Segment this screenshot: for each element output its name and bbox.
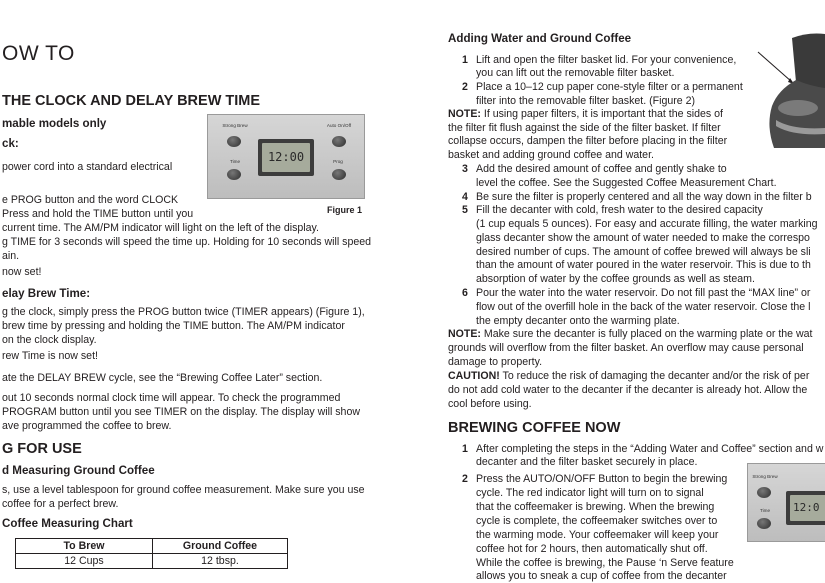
step-a1-line xyxy=(462,54,736,67)
caution-line: cool before using. xyxy=(448,398,532,410)
note-1-line: the filter fit flush against the side of the filter basket. If filter xyxy=(448,122,721,134)
caution-line: do not add cold water to the decanter if the decanter is already hot. Allow the xyxy=(448,384,808,396)
step-number: 2 xyxy=(462,473,468,485)
prog-knob-icon xyxy=(332,169,346,180)
step-c2-line: that the coffeemaker is brewing. When the brewing xyxy=(476,501,715,513)
clock-paragraph-line: now set! xyxy=(2,266,42,278)
filter-basket-icon xyxy=(778,100,818,116)
prog-label: Prog xyxy=(333,159,343,164)
section-heading-clock: THE CLOCK AND DELAY BREW TIME xyxy=(2,93,261,109)
note-text: Make sure the decanter is fully placed on the warming plate or the wat xyxy=(480,328,813,340)
caution-line xyxy=(448,370,809,383)
step-c1-line xyxy=(462,443,823,456)
step-number: 1 xyxy=(462,443,468,455)
delay-paragraph-line: out 10 seconds normal clock time will appear. To check the programmed xyxy=(2,392,341,404)
step-number: 4 xyxy=(462,191,468,203)
coffee-measuring-table xyxy=(15,538,288,569)
lcd-display-value: 12:0 xyxy=(790,495,825,521)
step-b5-line: absorption of water by the coffee grounds as well as steam. xyxy=(476,273,755,285)
auto-on-off-label: Auto On/Off xyxy=(326,123,352,128)
caution-label: CAUTION! xyxy=(448,370,500,382)
table-header-ground-coffee: Ground Coffee xyxy=(153,539,288,554)
table-row xyxy=(16,539,288,554)
step-c2-line: cycle is complete, the coffeemaker switches over to xyxy=(476,515,718,527)
step-text: Pour the water into the water reservoir. Do not fill past the “MAX line” or xyxy=(476,287,811,299)
step-c1-line: decanter and the filter basket securely in place. xyxy=(476,456,698,468)
step-a1-line: you can lift out the removable filter basket. xyxy=(476,67,675,79)
section-heading-how-to: OW TO xyxy=(2,42,75,65)
delay-paragraph-line: on the clock display. xyxy=(2,334,97,346)
table-header-to-brew: To Brew xyxy=(16,539,153,554)
clock-paragraph-line: ain. xyxy=(2,250,20,262)
caution-text: To reduce the risk of damaging the decanter and/or the risk of per xyxy=(499,370,810,382)
delay-paragraph-line: g the clock, simply press the PROG button twice (TIMER appears) (Figure 1), xyxy=(2,306,365,318)
subheading-programmable-models: mable models only xyxy=(2,117,107,130)
clock-paragraph-line: g TIME for 3 seconds will speed the time up. Holding for 10 seconds will speed xyxy=(2,236,372,248)
measure-paragraph-line: coffee for a perfect brew. xyxy=(2,498,119,510)
note-1-line: collapse occurs, dampen the filter before placing in the filter xyxy=(448,135,728,147)
step-b6-line: flow out of the overfill hole in the back of the water reservoir. Close the l xyxy=(476,301,811,313)
lcd-display xyxy=(258,139,314,176)
note-2-line: damage to property. xyxy=(448,356,543,368)
strong-brew-knob-icon xyxy=(757,487,771,498)
step-c2-line: the warming mode. Your coffeemaker will keep your xyxy=(476,529,719,541)
clock-paragraph-line: e PROG button and the word CLOCK xyxy=(2,194,179,206)
note-2-line: grounds will overflow from the filter basket. An overflow may cause personal xyxy=(448,342,804,354)
coffeemaker-illustration xyxy=(752,30,825,148)
step-text: Place a 10–12 cup paper cone-style filter or a permanent xyxy=(476,81,743,93)
step-b3-line xyxy=(462,163,727,176)
step-number: 1 xyxy=(462,54,468,66)
step-b5-line: desired number of cups. The amount of coffee brewed will always be sli xyxy=(476,246,811,258)
note-1-line: basket and adding ground coffee and water. xyxy=(448,149,654,161)
clock-paragraph-line: power cord into a standard electrical xyxy=(2,161,173,173)
step-number: 3 xyxy=(462,163,468,175)
delay-paragraph-line: brew time by pressing and holding the TIME button. The AM/PM indicator xyxy=(2,320,345,332)
step-b5-line: glass decanter show the amount of water needed to make the correspo xyxy=(476,232,810,244)
note-1-line xyxy=(448,108,723,121)
step-b3-line: level the coffee. See the Suggested Coffee Measurement Chart. xyxy=(476,177,777,189)
strong-brew-label: Strong Brew xyxy=(752,474,778,479)
step-text: After completing the steps in the “Adding Water and Coffee” section and w xyxy=(476,443,824,455)
lcd-display xyxy=(786,491,825,525)
subheading-delay-brew: elay Brew Time: xyxy=(2,287,91,300)
step-text: Be sure the filter is properly centered and all the way down in the filter b xyxy=(476,191,812,203)
step-c2-line: While the coffee is brewing, the Pause ‘n Serve feature xyxy=(476,557,734,569)
strong-brew-label: Strong Brew xyxy=(222,123,248,128)
note-text: If using paper filters, it is important that the sides of xyxy=(480,108,723,120)
subheading-measuring: d Measuring Ground Coffee xyxy=(2,464,155,477)
step-a2-line xyxy=(462,81,743,94)
step-number: 6 xyxy=(462,287,468,299)
figure-2-control-panel xyxy=(747,463,825,542)
step-number: 5 xyxy=(462,204,468,216)
heading-adding-water: Adding Water and Ground Coffee xyxy=(448,32,632,45)
table-cell: 12 tbsp. xyxy=(153,554,288,569)
delay-paragraph-line: rew Time is now set! xyxy=(2,350,98,362)
auto-on-off-knob-icon xyxy=(332,136,346,147)
time-knob-icon xyxy=(227,169,241,180)
step-b5-line: (1 cup equals 5 ounces). For easy and accurate filling, the water marking xyxy=(476,218,818,230)
step-c2-line xyxy=(462,473,727,486)
step-text: Add the desired amount of coffee and gently shake to xyxy=(476,163,727,175)
note-2-line xyxy=(448,328,813,341)
note-label: NOTE: xyxy=(448,328,481,340)
step-a2-line: filter into the removable filter basket. (Figure 2) xyxy=(476,95,696,107)
subheading-setting-clock: ck: xyxy=(2,137,19,150)
step-c2-line: cycle. The red indicator light will turn on to signal xyxy=(476,487,704,499)
strong-brew-knob-icon xyxy=(227,136,241,147)
section-heading-use: G FOR USE xyxy=(2,441,82,457)
step-c2-line: allows you to sneak a cup of coffee from the decanter xyxy=(476,570,727,582)
delay-paragraph-line: ave programmed the coffee to brew. xyxy=(2,420,172,432)
note-label: NOTE: xyxy=(448,108,481,120)
table-row xyxy=(16,554,288,569)
step-text: Lift and open the filter basket lid. For your convenience, xyxy=(476,54,737,66)
step-b5-line xyxy=(462,204,763,217)
time-label: Time xyxy=(759,508,771,513)
step-number: 2 xyxy=(462,81,468,93)
step-c2-line: coffee hot for 2 hours, then automatically shut off. xyxy=(476,543,708,555)
step-b4-line xyxy=(462,191,812,204)
heading-brewing-now: BREWING COFFEE NOW xyxy=(448,420,621,436)
step-b5-line: than the amount of water poured in the water reservoir. This is due to th xyxy=(476,259,811,271)
clock-paragraph-line: Press and hold the TIME button until you xyxy=(2,208,194,220)
step-b6-line: the empty decanter onto the warming plate. xyxy=(476,315,680,327)
time-knob-icon xyxy=(757,518,771,529)
time-label: Time xyxy=(229,159,241,164)
figure-1-caption: Figure 1 xyxy=(327,205,363,215)
clock-paragraph-line: current time. The AM/PM indicator will light on the left of the display. xyxy=(2,222,319,234)
lcd-display-value: 12:00 xyxy=(262,143,310,172)
step-text: Press the AUTO/ON/OFF Button to begin the brewing xyxy=(476,473,728,485)
delay-paragraph-line: PROGRAM button until you see TIMER on the display. The display will show xyxy=(2,406,360,418)
pointer-line xyxy=(758,52,792,82)
subheading-measuring-chart: Coffee Measuring Chart xyxy=(2,517,133,530)
step-text: Fill the decanter with cold, fresh water to the desired capacity xyxy=(476,204,763,216)
table-cell: 12 Cups xyxy=(16,554,153,569)
figure-1-control-panel xyxy=(207,114,365,199)
measure-paragraph-line: s, use a level tablespoon for ground coffee measurement. Make sure you use xyxy=(2,484,365,496)
delay-paragraph-line: ate the DELAY BREW cycle, see the “Brewing Coffee Later” section. xyxy=(2,372,323,384)
step-b6-line xyxy=(462,287,810,300)
